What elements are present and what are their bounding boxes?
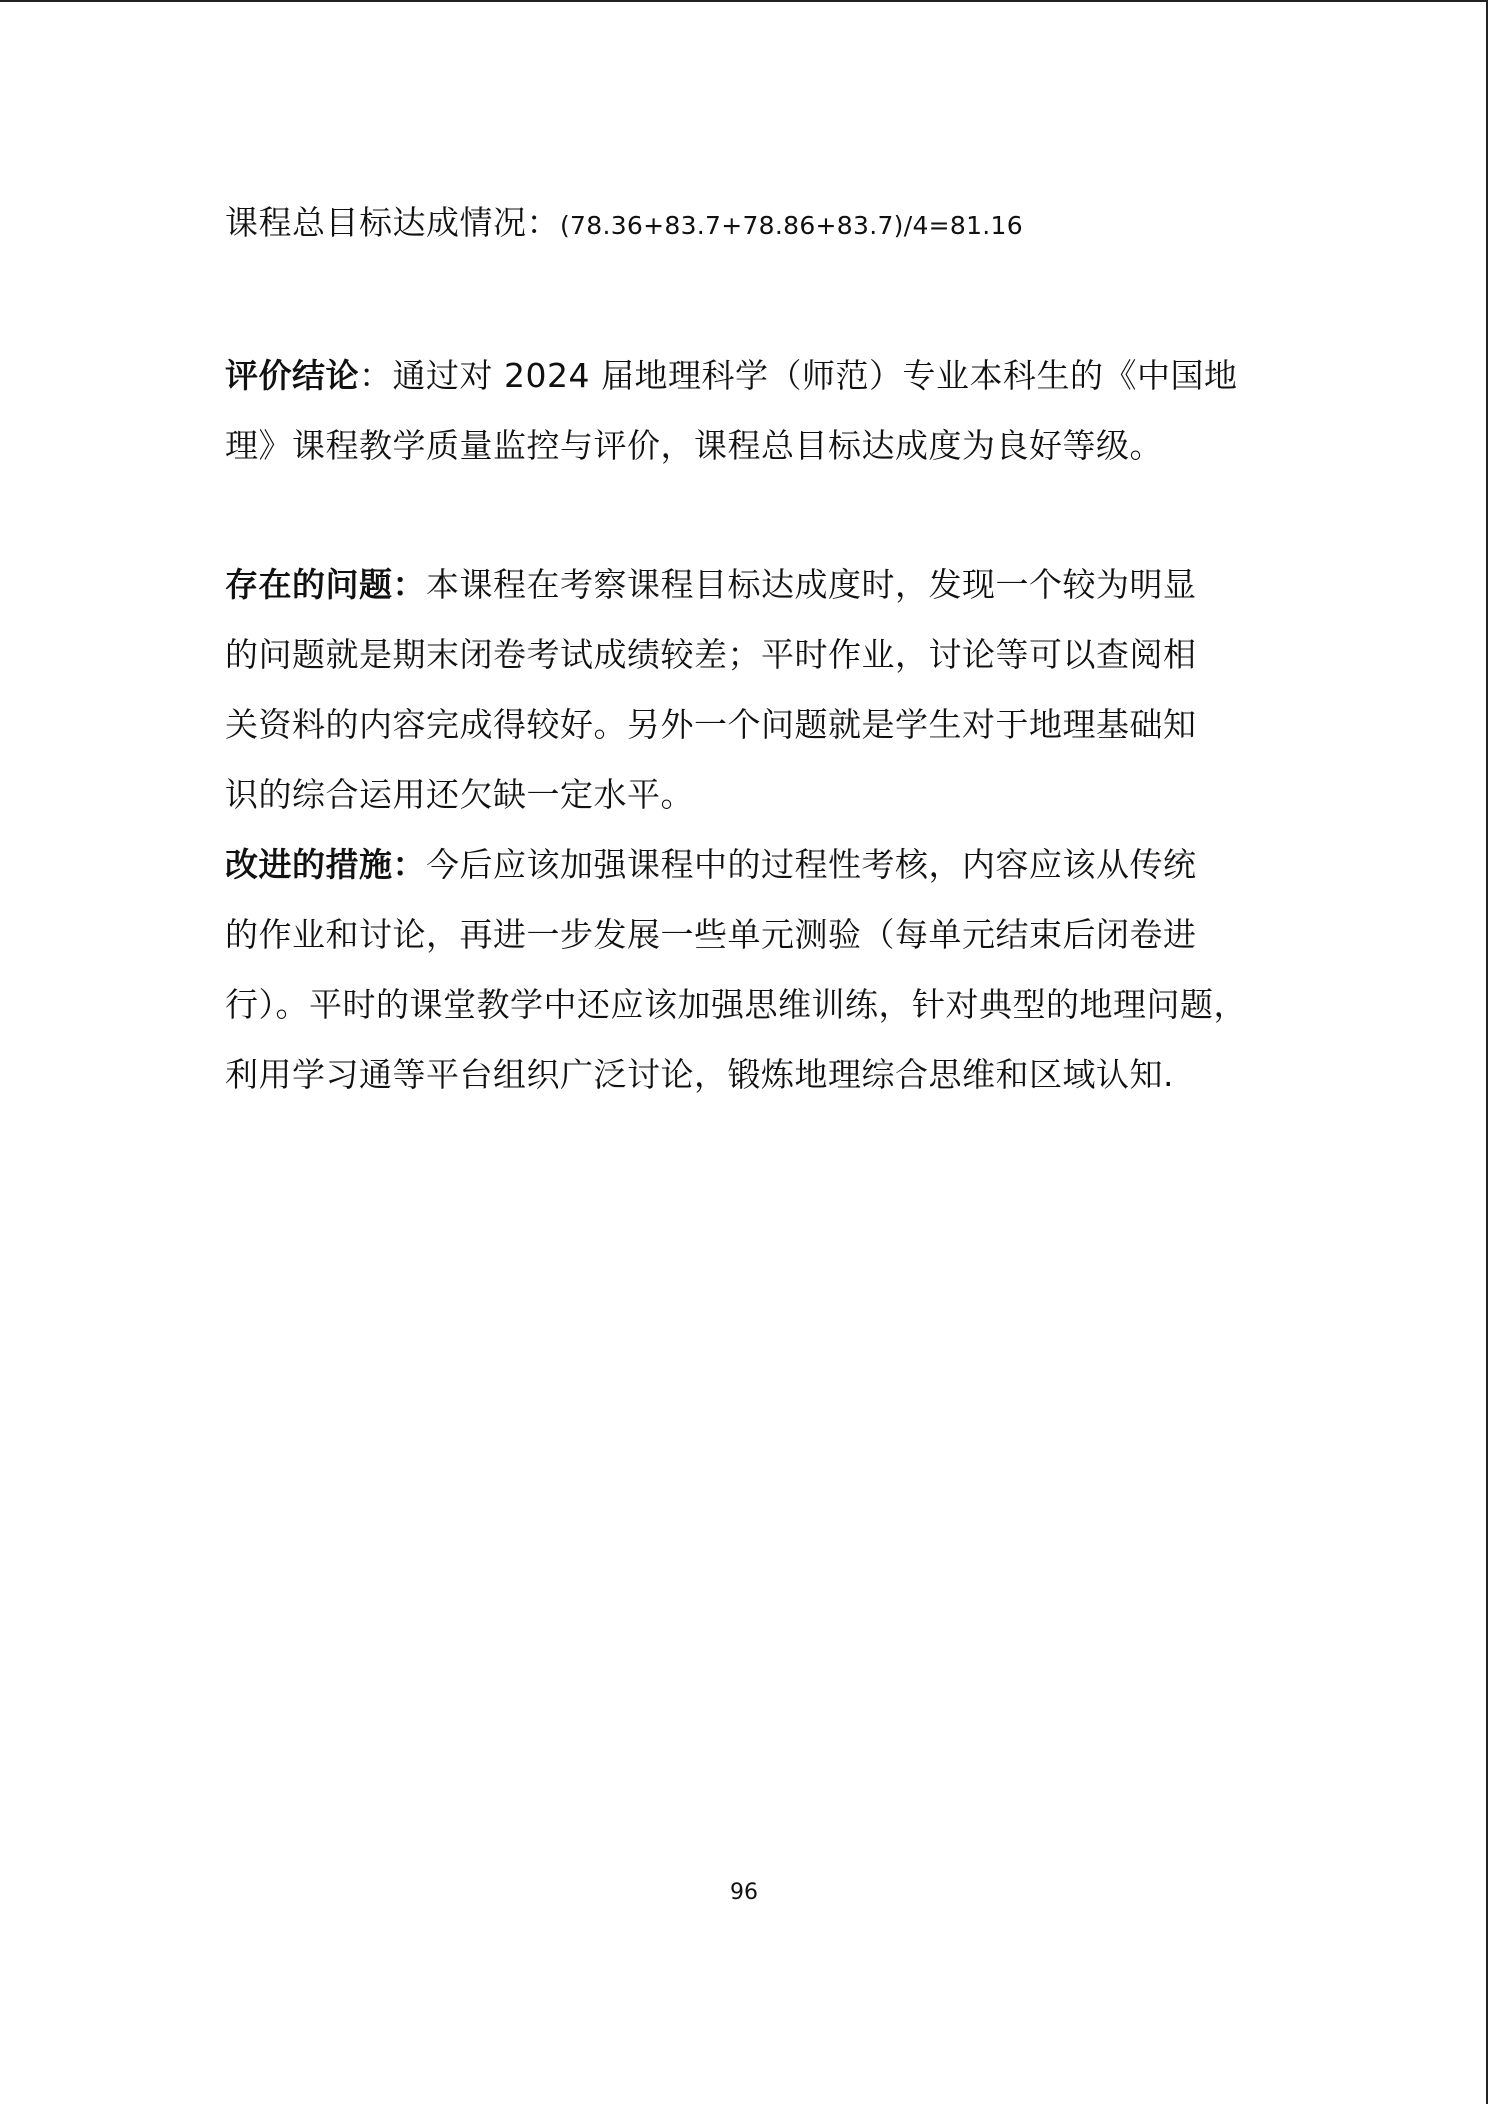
measures-line-1 [225, 830, 1285, 900]
problems-line-3 [225, 690, 1285, 760]
summary-paragraph [225, 188, 1285, 261]
summary-formula: (78.36+83.7+78.86+83.7)/4=81.16 [560, 211, 1023, 240]
conclusion-text-2: 理》课程教学质量监控与评价，课程总目标达成度为良好等级。 [225, 426, 1163, 465]
problems-title: 存在的问题： [225, 565, 426, 604]
problems-line-4 [225, 760, 1285, 830]
conclusion-title: 评价结论 [225, 356, 359, 395]
summary-label: 课程总目标达成情况： [225, 203, 560, 242]
measures-title: 改进的措施： [225, 845, 426, 884]
problems-line-2 [225, 620, 1285, 690]
measures-line-4 [225, 1040, 1285, 1110]
summary-line [225, 188, 1285, 261]
problems-text-4: 识的综合运用还欠缺一定水平。 [225, 775, 694, 814]
problems-line-1 [225, 550, 1285, 620]
measures-text-4: 利用学习通等平台组织广泛讨论，锻炼地理综合思维和区域认知. [225, 1055, 1174, 1094]
problems-text-2: 的问题就是期末闭卷考试成绩较差；平时作业，讨论等可以查阅相 [225, 635, 1197, 674]
conclusion-text-1: ：通过对 2024 届地理科学（师范）专业本科生的《中国地 [359, 356, 1238, 395]
conclusion-line-2 [225, 411, 1285, 481]
measures-text-3: 行）。平时的课堂教学中还应该加强思维训练，针对典型的地理问题， [225, 985, 1247, 1024]
measures-line-3 [225, 970, 1285, 1040]
page-number: 96 [730, 1880, 758, 1905]
problems-text-3: 关资料的内容完成得较好。另外一个问题就是学生对于地理基础知 [225, 705, 1197, 744]
problems-text-1: 本课程在考察课程目标达成度时，发现一个较为明显 [426, 565, 1197, 604]
problems-paragraph [225, 550, 1285, 1110]
conclusion-paragraph [225, 341, 1285, 481]
measures-text-2: 的作业和讨论，再进一步发展一些单元测验（每单元结束后闭卷进 [225, 915, 1197, 954]
conclusion-line-1 [225, 341, 1285, 411]
measures-text-1: 今后应该加强课程中的过程性考核，内容应该从传统 [426, 845, 1197, 884]
measures-line-2 [225, 900, 1285, 970]
